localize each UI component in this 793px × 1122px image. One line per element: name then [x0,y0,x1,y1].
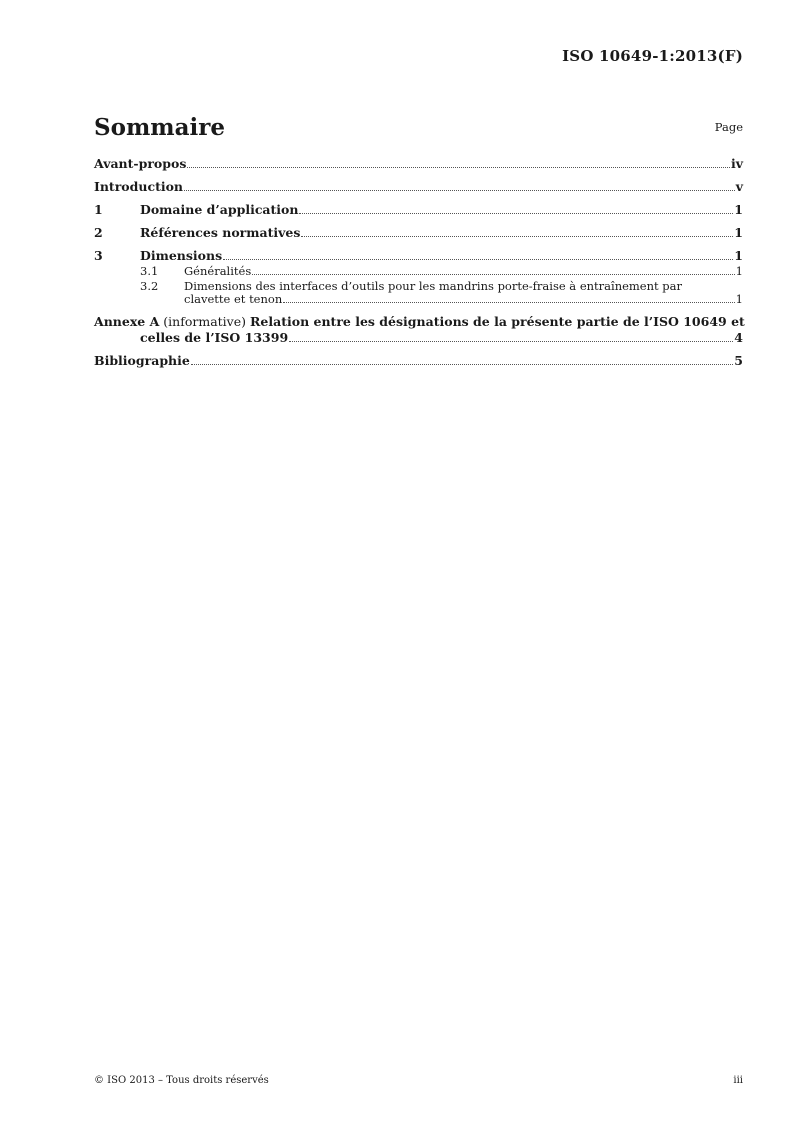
subsection-number: 3.2 [140,278,159,293]
toc-entry-page: 1 [734,225,743,240]
toc-entry-annex-a[interactable] [94,314,743,346]
dot-leader [299,213,733,214]
dot-leader [289,341,733,342]
page-column-label: Page [714,120,743,134]
section-number: 3 [94,248,103,263]
toc-entry-page: v [735,179,743,194]
toc-entry-section-2[interactable] [94,225,743,241]
toc-entry-label-line1: Relation entre les désignations de la présente partie de l’ISO 10649 et [250,313,745,329]
toc-entry-label: Domaine d’application [140,202,299,217]
toc-entry-label-line1: Dimensions des interfaces d’outils pour les mandrins porte-fraise à entraînement par [184,278,683,293]
toc-entry-avant-propos[interactable] [94,156,743,172]
dot-leader [223,259,733,260]
footer-copyright: © ISO 2013 – Tous droits réservés [94,1075,269,1086]
toc-entry-label-line2: clavette et tenon [184,292,283,306]
document-id: ISO 10649-1:2013(F) [562,47,743,65]
section-number: 2 [94,225,103,240]
dot-leader [191,364,733,365]
toc-entry-label: Introduction [94,179,184,194]
toc-entry-page: 1 [735,292,743,306]
annex-qualifier: (informative) [163,313,247,329]
toc-entry-page: 4 [734,329,743,345]
toc-title: Sommaire [94,114,226,141]
toc-entry-section-3-2[interactable] [94,280,743,307]
toc-entry-page: 1 [734,202,743,217]
toc-entry-label: Bibliographie [94,352,190,368]
toc-entry-label: Références normatives [140,225,301,240]
subsection-number: 3.1 [140,264,159,278]
toc-entry-page: iv [730,156,743,171]
table-of-contents [94,156,743,369]
toc-entry-bibliographie[interactable] [94,353,743,369]
footer-page-number: iii [733,1075,743,1086]
dot-leader [187,167,730,168]
toc-entry-label: Dimensions [140,248,223,263]
toc-entry-section-1[interactable] [94,202,743,218]
toc-entry-page: 1 [735,264,743,278]
dot-leader [184,190,735,191]
toc-entry-section-3[interactable] [94,248,743,264]
toc-entry-section-3-1[interactable] [94,265,743,279]
annex-prefix: Annexe A [94,313,160,329]
section-number: 1 [94,202,103,217]
toc-entry-label-line2: celles de l’ISO 13399 [140,329,289,345]
dot-leader [252,274,734,275]
toc-entry-page: 5 [734,352,743,368]
dot-leader [283,302,734,303]
toc-entry-label: Avant-propos [94,156,187,171]
toc-entry-label: Généralités [184,264,252,278]
dot-leader [301,236,733,237]
toc-entry-introduction[interactable] [94,179,743,195]
toc-entry-page: 1 [734,248,743,263]
